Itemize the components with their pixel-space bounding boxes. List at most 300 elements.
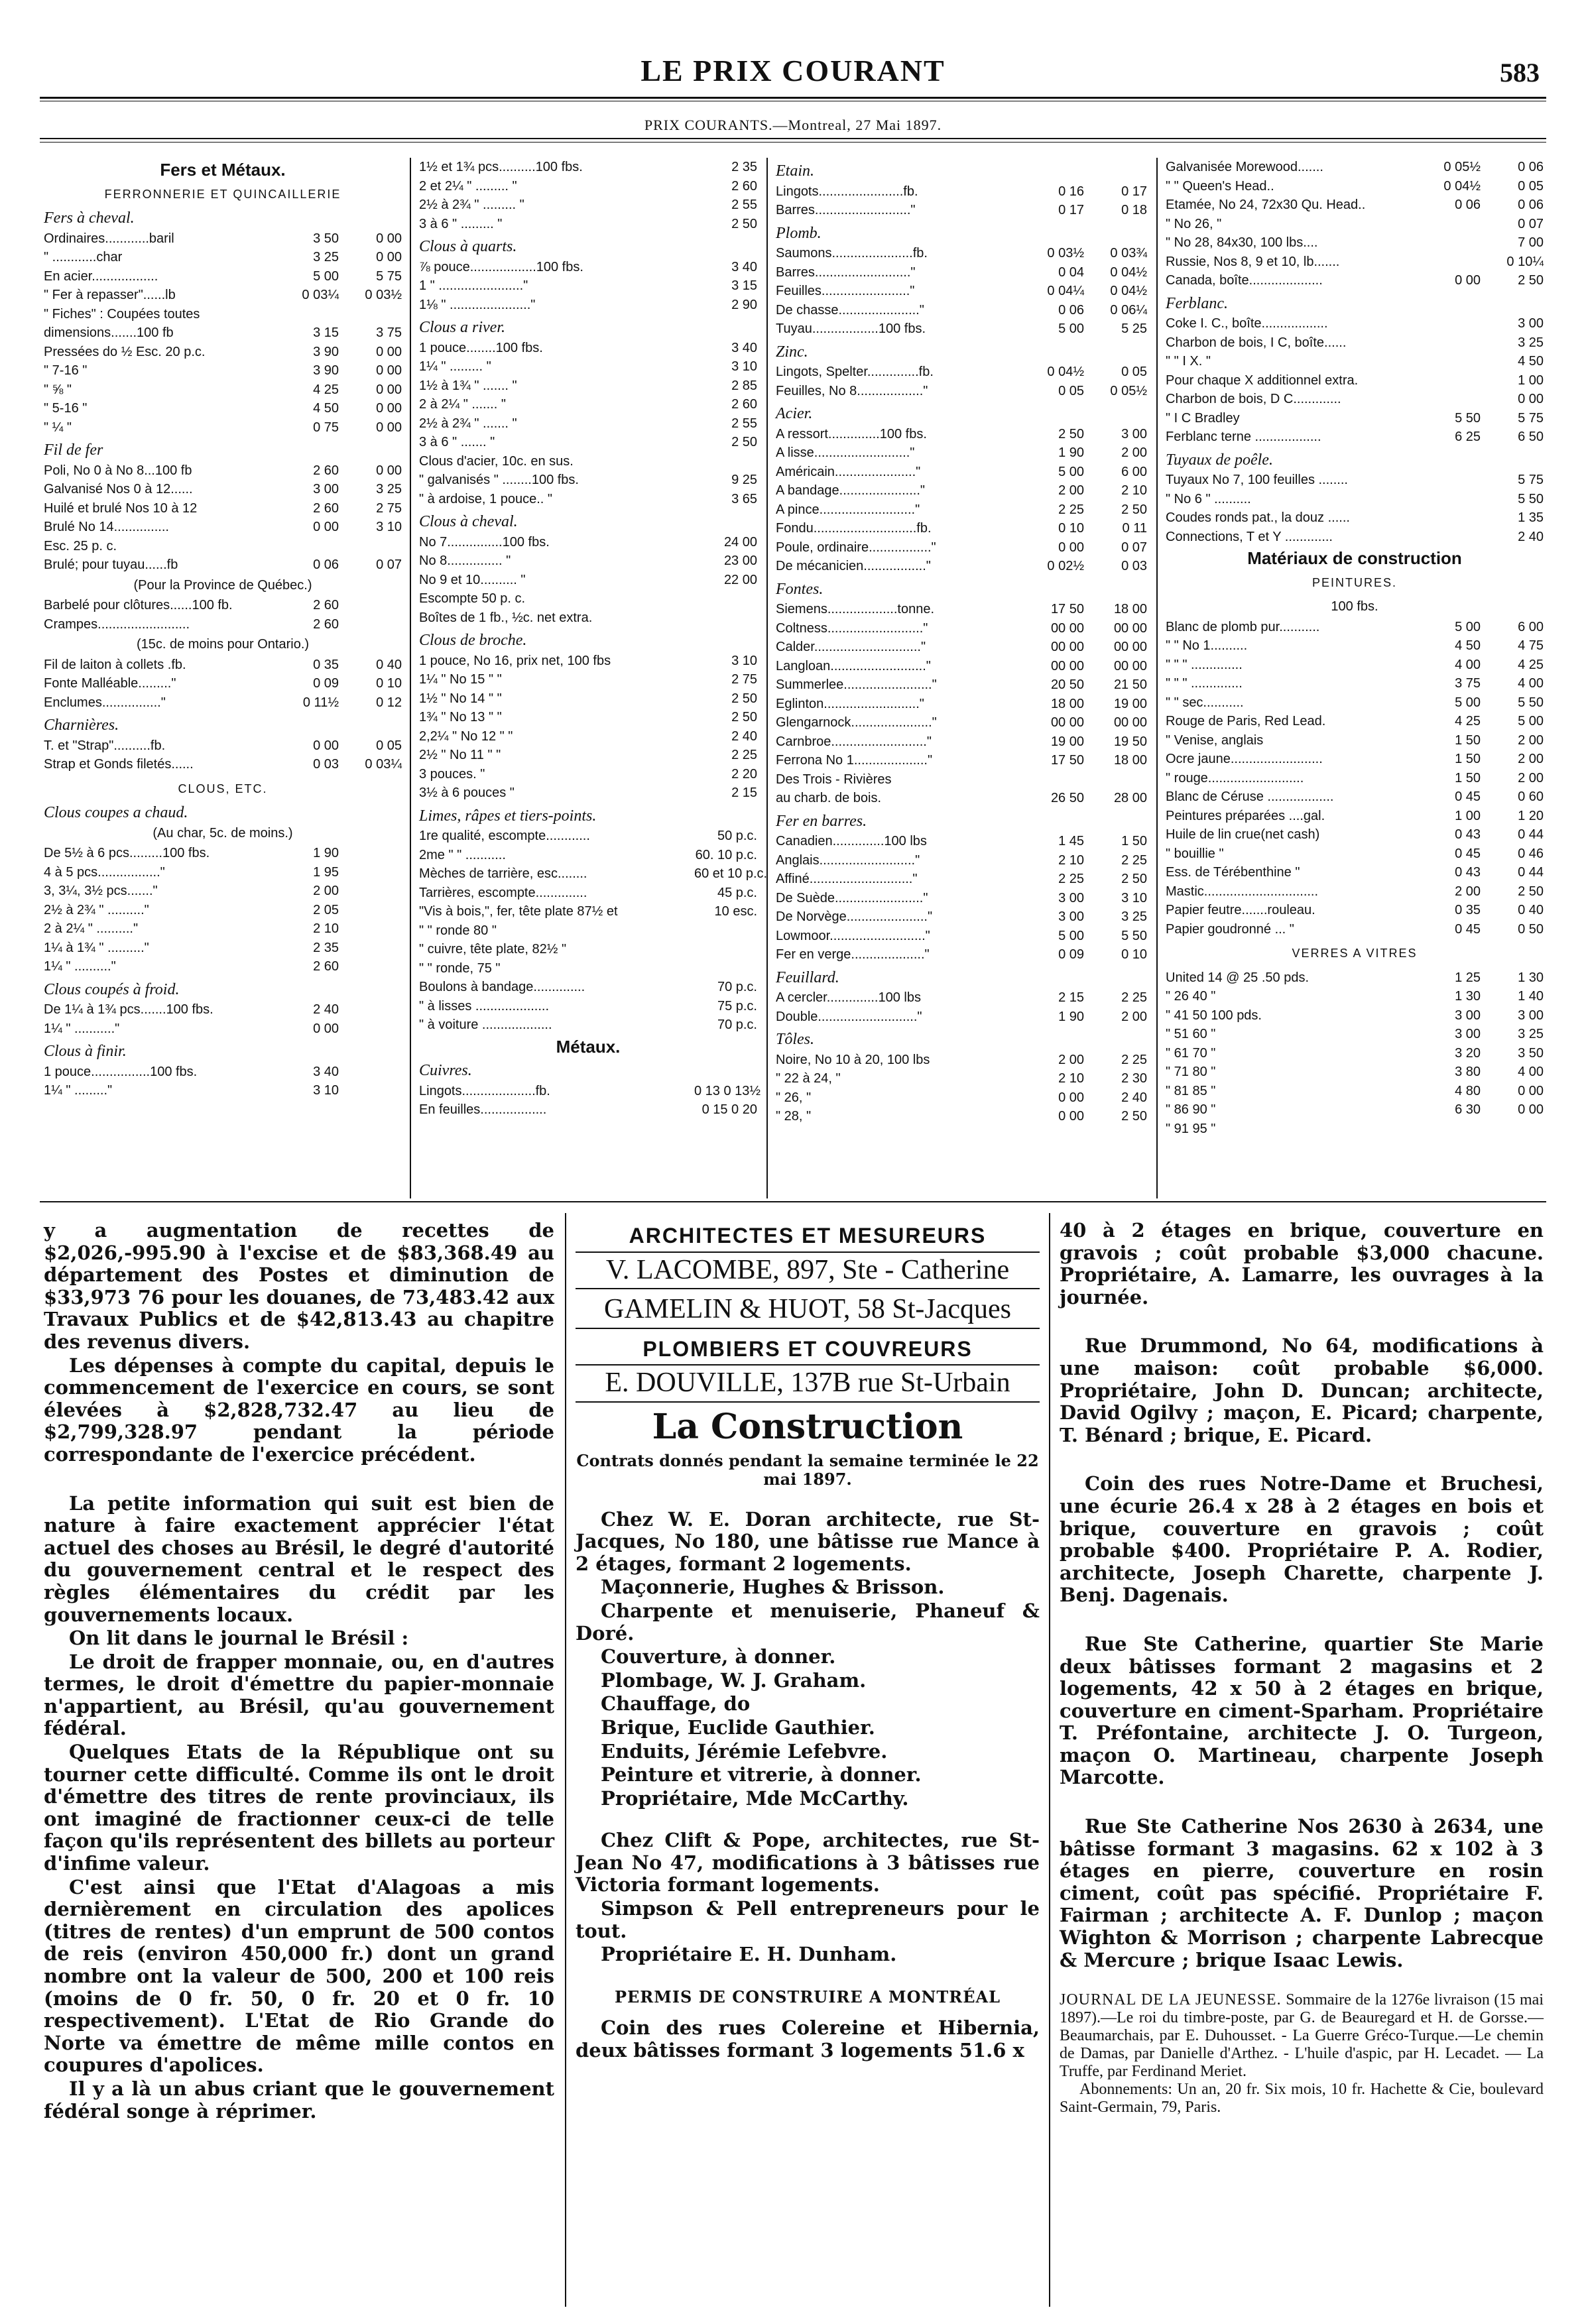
item-name: Feuilles, No 8.................." <box>776 383 928 398</box>
price-row <box>776 263 1147 282</box>
price-low <box>1021 770 1084 789</box>
item-name: 2½ à 2¾ " .........." <box>44 902 149 917</box>
item-name: Pour chaque X additionnel extra. <box>1166 373 1359 388</box>
item-name: Carnbroe.........................." <box>776 734 932 749</box>
price-low: 0 05½ <box>1443 160 1481 174</box>
item-name: " No 26, " <box>1166 216 1222 231</box>
section-subheading: CLOUS, ETC. <box>178 782 268 795</box>
price-row <box>776 244 1147 263</box>
paragraph: La petite information qui suit est bien de nature à faire exactement apprécier l'état actuel des choses au Brésil, le degré d'autorité du gouvernement central et le respect des règles élémentaires du crédit par les gouvernements locaux. <box>44 1491 554 1626</box>
item-name: Clous d'acier, 10c. en sus. <box>419 453 574 469</box>
section-title: Zinc. <box>776 343 808 361</box>
price-row <box>776 519 1147 538</box>
item-name: A pince.........................." <box>776 502 920 517</box>
price-low: 0 45 <box>1455 846 1481 861</box>
paragraph: Simpson & Pell entrepreneurs pour le tout. <box>576 1897 1040 1942</box>
price-high <box>339 863 402 882</box>
price-high: 1 35 <box>1518 510 1544 525</box>
price-low: 2 00 <box>313 884 339 898</box>
item-name: Galvanisé Nos 0 à 12...... <box>44 482 193 496</box>
price-row <box>1166 1044 1544 1063</box>
price-low: 0 00 <box>1058 1109 1084 1124</box>
item-name: Mèches de tarrière, esc........ <box>419 866 587 881</box>
price-row <box>419 884 757 903</box>
item-name: Coke I. C., boîte.................. <box>1166 316 1328 331</box>
item-name: 1 pouce................100 fbs. <box>44 1064 198 1079</box>
item-name: " 91 95 " <box>1166 1121 1216 1136</box>
price-low: 0 06 <box>313 557 339 572</box>
price-low: 4 00 <box>1455 657 1481 672</box>
price-row <box>1166 901 1544 920</box>
price-row <box>1166 987 1544 1006</box>
price-high: 0 05 <box>376 738 402 753</box>
price-low: 0 06 <box>1455 198 1481 212</box>
item-name: Etamée, No 24, 72x30 Qu. Head.. <box>1166 198 1366 212</box>
column-divider <box>565 1213 566 2307</box>
price-low <box>1418 333 1481 353</box>
price-row <box>1166 693 1544 713</box>
price-low: 0 15 0 20 <box>702 1102 757 1117</box>
price-row <box>419 357 757 377</box>
price-row <box>776 600 1147 619</box>
price-low: 2 10 <box>1058 852 1084 868</box>
item-name: Barres.........................." <box>776 203 916 217</box>
price-high: 1 30 <box>1518 970 1544 985</box>
item-name: Escompte 50 p. c. <box>419 591 526 606</box>
item-name: 3 à 6 " ....... " <box>419 435 495 449</box>
price-low: 5 50 <box>1455 410 1481 426</box>
paragraph: Les dépenses à compte du capital, depuis le commencement de l'exercice en cours, se sont élevées à $2,828,732.47 au lieu de $2,799,328.97 pendant la période correspondante de l'exercice précédent. <box>44 1354 554 1466</box>
item-name: Charbon de bois, I C, boîte...... <box>1166 335 1347 350</box>
item-name: 1¾ " No 13 " " <box>419 710 502 725</box>
price-low: 3 15 <box>313 325 339 340</box>
price-low <box>694 452 757 471</box>
price-low <box>1418 1120 1481 1139</box>
item-name: 2 à 2¼ " ....... " <box>419 397 506 412</box>
item-name: 1¼ à 1¾ " .........." <box>44 940 149 955</box>
price-row <box>419 727 757 746</box>
price-high: 6 00 <box>1518 619 1544 634</box>
item-name: " à lisses .................... <box>419 998 550 1014</box>
price-row <box>776 770 1147 789</box>
price-high <box>339 939 402 958</box>
price-low: 2 25 <box>731 748 757 762</box>
item-name: Siemens...................tonne. <box>776 602 934 616</box>
item-name: 2½ " No 11 " " <box>419 748 501 762</box>
price-low: 1 50 <box>1455 770 1481 785</box>
price-row <box>44 674 402 693</box>
price-low: 3 90 <box>313 363 339 378</box>
item-name: Double..........................." <box>776 1009 922 1024</box>
price-low <box>694 921 757 941</box>
price-row <box>776 363 1147 382</box>
paragraph: Il y a là un abus criant que le gouvernement fédéral songe à réprimer. <box>44 2077 554 2122</box>
price-row <box>44 461 402 481</box>
price-column-2-body <box>419 158 768 1120</box>
item-name: Coltness.........................." <box>776 620 928 636</box>
item-name: Mastic............................... <box>1166 884 1319 899</box>
item-name: 2 à 2¼ " .........." <box>44 921 139 936</box>
price-row <box>1166 314 1544 333</box>
item-name: Lingots....................fb. <box>419 1083 550 1098</box>
price-row <box>1166 215 1544 234</box>
price-row <box>776 538 1147 557</box>
page-header <box>40 53 1546 99</box>
item-name: Ordinaires............baril <box>44 231 174 246</box>
price-high <box>339 901 402 920</box>
section-note: (Au char, 5c. de moins.) <box>152 825 293 841</box>
price-high: 0 00 <box>1518 1083 1544 1098</box>
item-name: Tuyaux No 7, 100 feuilles ........ <box>1166 473 1348 487</box>
item-name: Strap et Gonds filetés...... <box>44 757 194 772</box>
price-low: 0 45 <box>1455 789 1481 804</box>
price-low: 3 10 <box>731 359 757 374</box>
price-low: 2 35 <box>313 940 339 955</box>
price-low: 2 55 <box>731 198 757 212</box>
section-heading: Matériaux de construction <box>1247 548 1462 568</box>
item-name: 1¼ " ........." <box>44 1083 113 1098</box>
price-high: 4 50 <box>1518 354 1544 369</box>
body-column-2 <box>576 1220 1040 2307</box>
price-low: 22 00 <box>723 572 757 587</box>
price-list-subheader: PRIX COURANTS.—Montreal, 27 Mai 1897. <box>644 117 942 133</box>
price-low: 9 25 <box>731 473 757 487</box>
price-high: 18 00 <box>1113 753 1147 768</box>
price-row <box>1166 409 1544 428</box>
section-title: Cuivres. <box>419 1062 472 1079</box>
price-high: 0 50 <box>1518 921 1544 937</box>
item-name: No 9 et 10.......... " <box>419 572 526 587</box>
price-high: 3 50 <box>1518 1045 1544 1061</box>
price-row <box>419 258 757 277</box>
price-row <box>776 851 1147 870</box>
paragraph: 40 à 2 étages en brique, couverture en gravois ; coût probable $3,000 chacune. Propriétaire, A. Lamarre, les ouvrages à la journée. <box>1060 1219 1544 1308</box>
price-high: 0 00 <box>376 463 402 478</box>
price-low: 3 65 <box>731 491 757 506</box>
column-divider <box>410 158 411 1198</box>
price-low: 19 00 <box>1050 734 1084 749</box>
price-row <box>776 1069 1147 1088</box>
price-low: 2 25 <box>1058 502 1084 517</box>
item-name: Ocre jaune......................... <box>1166 752 1323 766</box>
price-row <box>44 361 402 380</box>
price-row <box>419 339 757 358</box>
price-high <box>339 1019 402 1039</box>
price-low: 2 60 <box>313 500 339 516</box>
price-row <box>1166 196 1544 215</box>
body-column-3 <box>1060 1220 1544 2307</box>
price-low: 3 25 <box>313 250 339 264</box>
price-low <box>694 959 757 978</box>
section-title: Tôles. <box>776 1031 815 1048</box>
item-name: Lingots, Spelter..............fb. <box>776 365 934 379</box>
ad-lacombe: V. LACOMBE, 897, Ste - Catherine <box>576 1251 1040 1290</box>
price-row <box>776 282 1147 301</box>
item-name: Fer en verge...................." <box>776 947 930 962</box>
item-name: Charbon de bois, D C............. <box>1166 392 1341 406</box>
body-column-1 <box>44 1220 554 2307</box>
journal-notice <box>1060 1991 1544 2117</box>
price-low: 3 00 <box>1058 890 1084 905</box>
price-low <box>694 609 757 628</box>
price-low: 45 p.c. <box>717 885 757 900</box>
price-row <box>419 765 757 784</box>
price-row <box>44 844 402 863</box>
ad-heading-architects: ARCHITECTES ET MESUREURS <box>629 1224 987 1248</box>
price-row <box>419 196 757 215</box>
price-row <box>419 609 757 628</box>
price-low: 2 60 <box>731 397 757 412</box>
price-row <box>419 377 757 396</box>
price-row <box>44 693 402 713</box>
price-high <box>1481 1120 1544 1139</box>
paragraph: y a augmentation de recettes de $2,026,-995.90 à l'excise et de $83,368.49 au département des Postes et diminution de $33,973 76 pour les douanes, de 73,483.42 aux Travaux Publics et de $42,813.43 au chapitre des revenus divers. <box>44 1219 554 1353</box>
price-high: 3 10 <box>376 520 402 534</box>
item-name: Fil de laiton à collets .fb. <box>44 657 186 672</box>
price-low: 2 15 <box>1058 990 1084 1005</box>
construction-subtitle: Contrats donnés pendant la semaine terminée le 22 mai 1897. <box>576 1450 1039 1489</box>
item-name: Coudes ronds pat., la douz ...... <box>1166 510 1350 525</box>
price-row <box>44 286 402 305</box>
price-high: 0 00 <box>376 363 402 378</box>
price-row <box>1166 528 1544 547</box>
price-row <box>419 533 757 552</box>
price-low: 3 10 <box>313 1083 339 1098</box>
price-low <box>1418 508 1481 528</box>
price-row <box>1166 352 1544 371</box>
price-low: 2 55 <box>731 416 757 431</box>
item-name: Papier goudronné ... " <box>1166 921 1294 937</box>
price-low: 4 25 <box>1455 714 1481 728</box>
paragraph: Le droit de frapper monnaie, ou, en d'autres termes, le droit d'émettre du papier-monnaie n'appartient, au Brésil, qu'au gouvernement fédéral. <box>44 1650 554 1740</box>
item-name: " I C Bradley <box>1166 410 1240 426</box>
price-low: 0 43 <box>1455 865 1481 880</box>
price-row <box>776 500 1147 520</box>
section-title: Plomb. <box>776 224 822 242</box>
item-name: Blanc de Céruse .................. <box>1166 789 1334 804</box>
price-high: 3 00 <box>1518 1008 1544 1023</box>
price-row <box>419 689 757 709</box>
item-name: De Suède........................" <box>776 890 928 905</box>
item-name: Fondu............................fb. <box>776 521 932 536</box>
price-high: 1 20 <box>1518 808 1544 823</box>
price-row <box>1166 731 1544 750</box>
price-row <box>44 480 402 499</box>
paragraph: On lit dans le journal le Brésil : <box>69 1627 409 1650</box>
price-row <box>1166 471 1544 490</box>
price-high: 2 25 <box>1121 852 1147 868</box>
price-low: 2 20 <box>731 766 757 782</box>
permits-heading: PERMIS DE CONSTRUIRE A MONTRÉAL <box>614 1987 1001 2006</box>
item-name: Saumons......................fb. <box>776 246 928 261</box>
price-row <box>44 343 402 362</box>
price-low: 2 00 <box>1058 1052 1084 1067</box>
price-row <box>419 864 768 884</box>
price-high <box>1084 770 1147 789</box>
price-high: 5 00 <box>1518 714 1544 728</box>
price-low: 20 50 <box>1050 677 1084 692</box>
item-name: Barbelé pour clôtures......100 fb. <box>44 598 233 612</box>
price-low: 1 90 <box>313 846 339 860</box>
item-name: Lowmoor.........................." <box>776 928 930 943</box>
item-name: " " sec........... <box>1166 695 1244 710</box>
price-row <box>419 433 757 452</box>
price-row <box>44 248 402 267</box>
price-row <box>1166 428 1544 447</box>
price-high: 4 00 <box>1518 1065 1544 1079</box>
price-low: 0 09 <box>313 676 339 691</box>
price-low: 0 04 <box>1058 264 1084 280</box>
price-row <box>419 959 757 978</box>
price-high: 2 00 <box>1518 732 1544 748</box>
price-row <box>1166 807 1544 826</box>
price-high: 0 05 <box>1518 178 1544 194</box>
price-high <box>339 1063 402 1082</box>
price-row <box>776 443 1147 463</box>
price-low: 0 00 <box>313 1021 339 1036</box>
price-high: 28 00 <box>1113 791 1147 805</box>
price-high: 2 00 <box>1518 752 1544 766</box>
price-high: 3 25 <box>376 482 402 496</box>
price-low <box>694 940 757 959</box>
section-heading: Métaux. <box>556 1036 621 1057</box>
price-high: 0 03½ <box>365 288 402 302</box>
item-name: 3, 3¼, 3½ pcs......." <box>44 884 158 898</box>
section-title: Clous de broche. <box>419 632 527 649</box>
item-name: " 28, " <box>776 1109 812 1124</box>
price-low: 1 50 <box>1455 732 1481 748</box>
item-name: United 14 @ 25 .50 pds. <box>1166 970 1309 985</box>
price-low: 00 00 <box>1050 658 1084 673</box>
paragraph: Propriétaire, Mde McCarthy. <box>601 1786 909 1810</box>
price-high: 2 50 <box>1121 502 1147 517</box>
paragraph: Chauffage, do <box>601 1692 751 1715</box>
section-title: Fontes. <box>776 580 823 598</box>
price-row <box>419 921 757 941</box>
item-name: Huile de lin crue(net cash) <box>1166 827 1320 842</box>
price-high: 4 75 <box>1518 638 1544 653</box>
price-row <box>419 414 757 434</box>
price-low <box>1418 215 1481 234</box>
price-row <box>44 901 402 920</box>
section-title: Clous a river. <box>419 319 506 336</box>
price-row <box>776 638 1147 657</box>
item-name: A bandage......................" <box>776 483 925 498</box>
item-name: No 7...............100 fbs. <box>419 534 550 550</box>
item-name: 1½ " No 14 " " <box>419 691 502 706</box>
section-title: Fer en barres. <box>776 812 867 830</box>
price-row <box>1166 920 1544 939</box>
item-name: 2me " " ........... <box>419 847 506 862</box>
contract-list-1 <box>576 1509 1040 1810</box>
item-name: 1 pouce........100 fbs. <box>419 340 543 355</box>
item-name: au charb. de bois. <box>776 791 881 805</box>
price-low: 23 00 <box>723 553 757 568</box>
item-name: De chasse......................" <box>776 302 924 318</box>
price-low: 0 11½ <box>302 695 339 710</box>
price-high: 0 12 <box>376 695 402 710</box>
price-row <box>776 425 1147 444</box>
price-row <box>1166 1063 1544 1082</box>
price-row <box>419 471 757 490</box>
price-high: 2 25 <box>1121 990 1147 1005</box>
price-low: 0 35 <box>1455 903 1481 917</box>
price-low <box>1418 253 1481 272</box>
item-name: Pressées do ½ Esc. 20 p.c. <box>44 344 206 359</box>
price-high: 00 00 <box>1113 715 1147 730</box>
price-row <box>419 296 757 315</box>
item-name: " 41 50 100 pds. <box>1166 1008 1262 1023</box>
contract-list-2 <box>576 1830 1040 1966</box>
price-row <box>1166 825 1544 844</box>
price-high: 2 50 <box>1121 1109 1147 1124</box>
price-low: 0 13 0 13½ <box>694 1083 761 1098</box>
item-name: A lisse.........................." <box>776 445 915 460</box>
paragraph: Coin des rues Notre-Dame et Bruchesi, une écurie 26.4 x 28 à 2 étages en bois et brique, couverture en gravois ; coût probable $400. Propriétaire P. A. Rodier, architecte, Joseph Charette, charpente J. Benj. Dagenais. <box>1060 1472 1544 1607</box>
price-low: 6 25 <box>1455 430 1481 444</box>
paragraph: Rue Ste Catherine Nos 2630 à 2634, une bâtisse formant 3 magasins. 62 x 102 à 3 étages en pierre, couverture en rosin ciment, coût pas spécifié. Propriétaire F. Fairman ; architecte A. F. Dunlop ; maçon Wighton & Morrison ; charpente Labrecque & Mercure ; brique Isaac Lewis. <box>1060 1815 1544 1971</box>
price-low: 5 00 <box>1455 619 1481 634</box>
price-low: 0 75 <box>313 420 339 435</box>
price-low: 0 00 <box>1058 1090 1084 1105</box>
price-row <box>419 708 757 727</box>
column-divider <box>766 158 768 1198</box>
item-name: " " " .............. <box>1166 657 1243 672</box>
item-name: dimensions.......100 fb <box>44 325 174 340</box>
price-low: 2 50 <box>731 710 757 725</box>
price-row <box>44 380 402 400</box>
price-row <box>1166 882 1544 901</box>
price-row <box>44 399 402 418</box>
price-row <box>44 1019 402 1039</box>
price-low: 2 05 <box>313 902 339 917</box>
price-row <box>1166 390 1544 409</box>
item-name: 1¼ " .........." <box>44 959 116 974</box>
item-name: " " " .............. <box>1166 676 1243 691</box>
price-low: 5 00 <box>1058 928 1084 943</box>
price-low: 2 75 <box>731 672 757 687</box>
price-low: 0 16 <box>1058 184 1084 199</box>
price-low: 2 40 <box>731 728 757 744</box>
item-name: " Fiches" : Coupées toutes <box>44 306 200 321</box>
price-row <box>776 988 1147 1008</box>
paragraph: Plombage, W. J. Graham. <box>601 1668 867 1692</box>
price-high: 5 50 <box>1518 695 1544 710</box>
item-name: De 1¼ à 1¾ pcs.......100 fbs. <box>44 1002 213 1017</box>
price-low: 1 30 <box>1455 989 1481 1004</box>
price-low: 2 50 <box>1058 426 1084 441</box>
item-name: " 26 40 " <box>1166 989 1216 1004</box>
item-name: En feuilles.................. <box>419 1102 547 1117</box>
paragraph: Chez W. E. Doran architecte, rue St-Jacques, No 180, une bâtisse rue Mance à 2 étages, formant 2 logements. <box>576 1507 1040 1575</box>
price-low <box>1418 528 1481 547</box>
price-row <box>1166 750 1544 769</box>
item-name: 1¼ " ..........." <box>44 1021 120 1036</box>
price-high: 0 05 <box>1121 365 1147 379</box>
price-row <box>1166 490 1544 509</box>
price-row <box>1166 674 1544 693</box>
item-name: 1¼ " No 15 " " <box>419 672 502 687</box>
price-low: 5 00 <box>313 268 339 284</box>
price-low: 3 40 <box>313 1064 339 1079</box>
price-low: 0 02½ <box>1047 559 1084 573</box>
price-row <box>44 939 402 958</box>
item-name: " 81 85 " <box>1166 1083 1216 1098</box>
item-name: 2,2¼ " No 12 " " <box>419 728 513 744</box>
price-row <box>1166 1025 1544 1044</box>
price-high: 2 00 <box>1121 1009 1147 1024</box>
price-row <box>419 571 757 590</box>
